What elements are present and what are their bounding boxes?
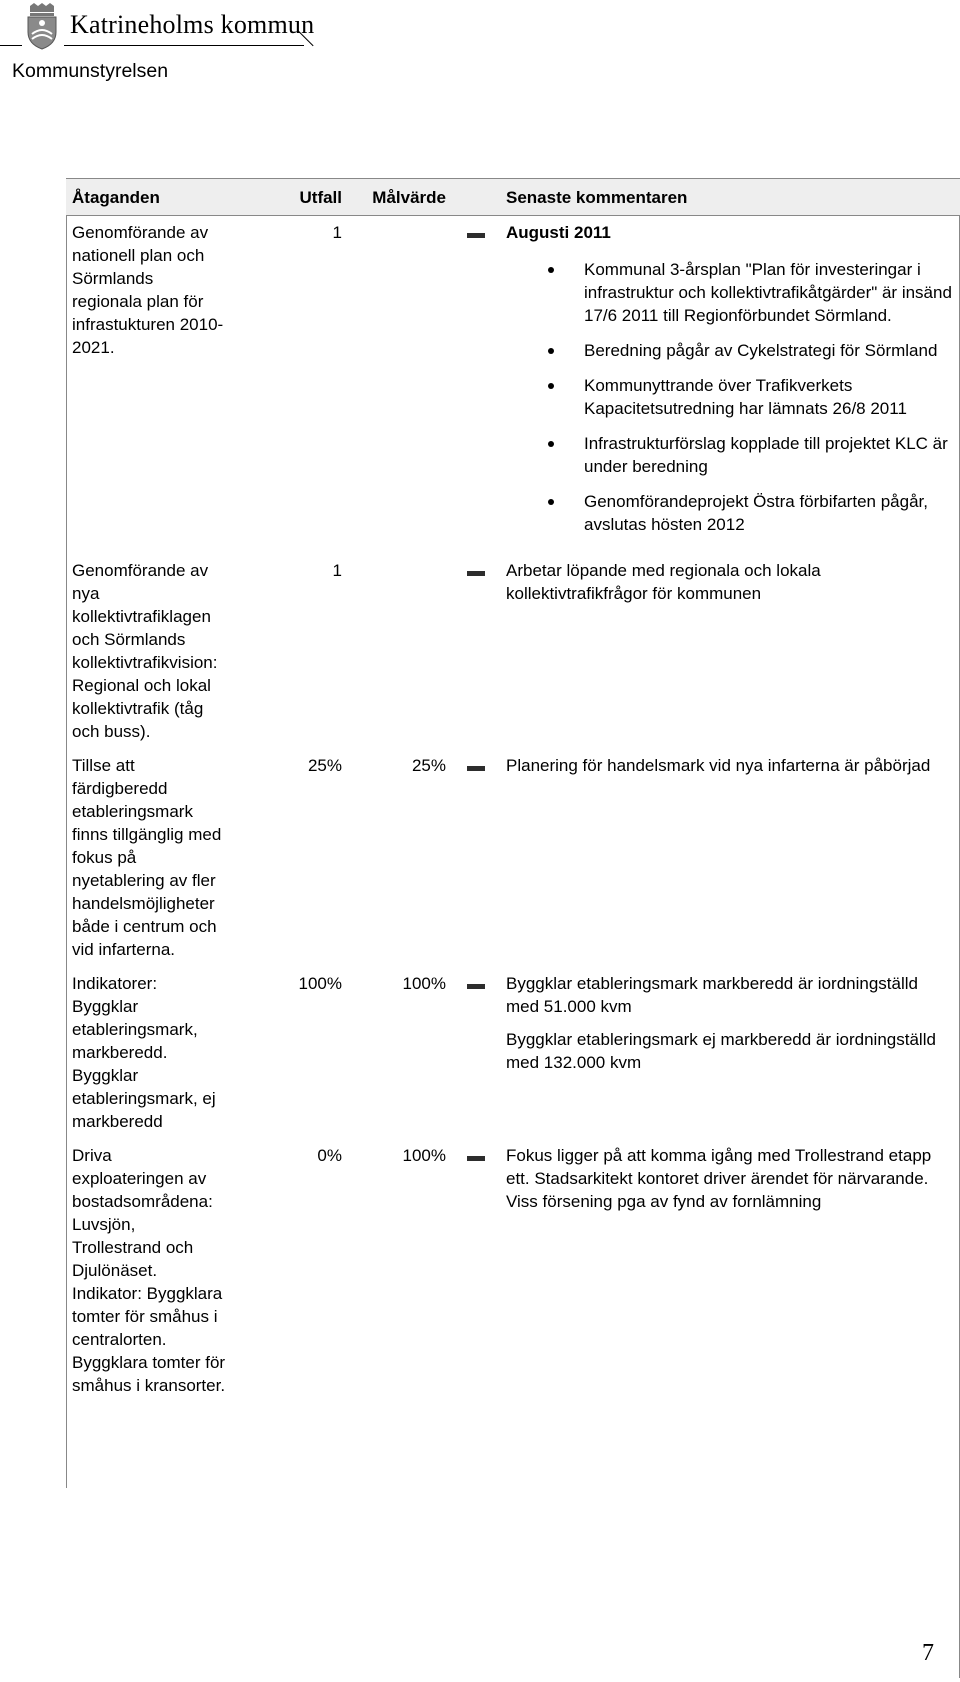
trend-unchanged-icon xyxy=(467,984,485,989)
column-header-malvarde: Målvärde xyxy=(348,179,452,216)
list-item: Genomförandeprojekt Östra förbifarten pågår, avslutas hösten 2012 xyxy=(506,490,954,536)
cell-trend xyxy=(452,554,500,749)
cell-malvarde: 100% xyxy=(402,1146,446,1165)
cell-kommentar xyxy=(500,554,960,749)
column-header-kommentar: Senaste kommentaren xyxy=(500,179,960,216)
cell-kommentar xyxy=(500,216,960,555)
cell-ataganden: Indikatorer: Byggklar etableringsmark, markberedd. Byggklar etableringsmark, ej markberedd xyxy=(72,974,216,1131)
table-row xyxy=(66,554,960,749)
table-header-row xyxy=(66,179,960,216)
header-rule-left xyxy=(0,45,22,46)
cell-ataganden: Genomförande av nationell plan och Sörmlands regionala plan för infrastukturen 2010-2021. xyxy=(72,223,224,357)
cell-ataganden: Driva exploateringen av bostadsområdena: Luvsjön, Trollestrand och Djulönäset. Indikator: Byggklara tomter för småhus i centralorten. Byggklara tomter för småhus i kransorter. xyxy=(72,1146,226,1395)
trend-unchanged-icon xyxy=(467,766,485,771)
cell-trend xyxy=(452,967,500,1139)
trend-unchanged-icon xyxy=(467,1156,485,1161)
cell-utfall: 100% xyxy=(298,974,342,993)
cell-utfall: 1 xyxy=(332,223,342,242)
cell-ataganden: Genomförande av nya kollektivtrafiklagen och Sörmlands kollektivtrafikvision: Regional och lokal kollektivtrafik (tåg och buss). xyxy=(72,561,218,741)
cell-malvarde xyxy=(348,554,452,749)
comment-month: Augusti 2011 xyxy=(506,223,611,242)
comment-text: Byggklar etableringsmark markberedd är iordningställd med 51.000 kvm xyxy=(506,974,918,1016)
cell-kommentar xyxy=(500,749,960,967)
list-item: Infrastrukturförslag kopplade till projektet KLC är under beredning xyxy=(506,432,954,478)
municipal-crest-icon xyxy=(24,2,60,50)
cell-trend xyxy=(452,749,500,967)
column-header-ataganden: Åtaganden xyxy=(66,179,232,216)
cell-utfall: 1 xyxy=(332,561,342,580)
header-rule-right xyxy=(64,45,304,46)
table-row xyxy=(66,967,960,1139)
cell-ataganden: Tillse att färdigberedd etableringsmark finns tillgänglig med fokus på nyetablering av fler handelsmöjligheter både i centrum och vid infarterna. xyxy=(72,756,222,959)
table-row xyxy=(66,1139,960,1403)
cell-kommentar xyxy=(500,1139,960,1403)
cell-trend xyxy=(452,216,500,555)
cell-utfall: 25% xyxy=(307,756,342,775)
trend-unchanged-icon xyxy=(467,233,485,238)
comment-text: Byggklar etableringsmark ej markberedd är iordningställd med 132.000 kvm xyxy=(506,1030,936,1072)
cell-malvarde: 100% xyxy=(402,974,446,993)
document-header xyxy=(0,0,960,100)
cell-trend xyxy=(452,1139,500,1403)
commitments-table xyxy=(66,178,960,1682)
comment-text: Fokus ligger på att komma igång med Trollestrand etapp ett. Stadsarkitekt kontoret driver ärendet för närvarande. Viss försening pga av fynd av fornlämning xyxy=(506,1146,932,1211)
department-name: Kommunstyrelsen xyxy=(12,60,169,82)
comment-text: Arbetar löpande med regionala och lokala kollektivtrafikfrågor för kommunen xyxy=(506,561,821,603)
page-number: 7 xyxy=(922,1640,934,1666)
column-header-utfall: Utfall xyxy=(232,179,348,216)
list-item: Kommunyttrande över Trafikverkets Kapacitetsutredning har lämnats 26/8 2011 xyxy=(506,374,954,420)
list-item: Beredning pågår av Cykelstrategi för Sörmland xyxy=(506,339,954,362)
table-row xyxy=(66,216,960,555)
cell-malvarde xyxy=(348,216,452,555)
comment-text: Planering för handelsmark vid nya infarterna är påbörjad xyxy=(506,756,931,775)
municipality-name: Katrineholms kommun xyxy=(70,10,315,39)
cell-kommentar xyxy=(500,967,960,1139)
list-item: Kommunal 3-årsplan "Plan för investeringar i infrastruktur och kollektivtrafikåtgärder" är insänd 17/6 2011 till Regionförbundet Sörmland. xyxy=(506,258,954,327)
cell-utfall: 0% xyxy=(317,1146,342,1165)
column-header-trend xyxy=(452,179,500,216)
trend-unchanged-icon xyxy=(467,571,485,576)
cell-malvarde: 25% xyxy=(411,756,446,775)
comment-bullet-list xyxy=(506,258,954,536)
table-row xyxy=(66,749,960,967)
